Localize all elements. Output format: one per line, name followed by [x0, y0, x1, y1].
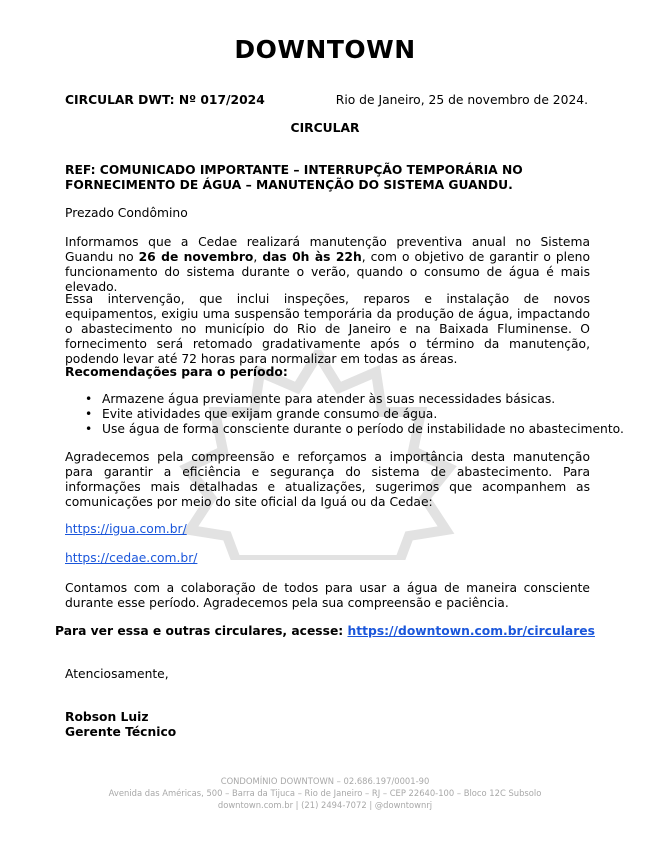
- paragraph-maintenance-notice: [65, 235, 590, 295]
- p1-sep: ,: [253, 250, 263, 264]
- reference-subject: REF: COMUNICADO IMPORTANTE – INTERRUPÇÃO TEMPORÁRIA NO FORNECIMENTO DE ÁGUA – MANUTENÇÃO DO SISTEMA GUANDU.: [65, 163, 523, 192]
- downtown-logo: DOWNTOWN: [234, 35, 416, 64]
- p1-text-after: , com o objetivo de garantir o pleno funcionamento do sistema durante o verão, quando o consumo de água é mais elevado.: [65, 250, 590, 294]
- paragraph-intervention-details: Essa intervenção, que inclui inspeções, reparos e instalação de novos equipamentos, exigiu uma suspensão temporária da produção de água, impactando o abastecimento no município do Rio de Janeiro e na Baixada Fluminense. O fornecimento será retomado gradativamente após o término da manutenção, podendo levar até 72 horas para normalizar em todas as áreas.: [65, 292, 590, 366]
- greeting: Prezado Condômino: [65, 206, 188, 220]
- p1-text-before: Informamos que a Cedae realizará manutenção preventiva anual no Sistema Guandu no: [65, 235, 590, 264]
- circulars-link[interactable]: https://downtown.com.br/circulares: [347, 624, 595, 638]
- cta-text: Para ver essa e outras circulares, acesse:: [55, 624, 348, 638]
- recommendations-list: [65, 392, 627, 437]
- list-item: • Armazene água previamente para atender às suas necessidades básicas.: [102, 392, 627, 407]
- circular-header-row: [65, 93, 588, 108]
- circular-number: CIRCULAR DWT: Nº 017/2024: [65, 93, 265, 107]
- signature-role: Gerente Técnico: [65, 725, 177, 739]
- paragraph-collaboration: Contamos com a colaboração de todos para usar a água de maneira consciente durante esse período. Agradecemos pela sua compreensão e paciência.: [65, 581, 590, 610]
- cedae-link[interactable]: https://cedae.com.br/: [65, 551, 198, 565]
- list-item: • Evite atividades que exijam grande consumo de água.: [102, 407, 627, 422]
- recommendations-heading: Recomendações para o período:: [65, 365, 288, 379]
- footer-address: Avenida das Américas, 500 – Barra da Tijuca – Rio de Janeiro – RJ – CEP 22640-100 – Bloco 12C Subsolo: [108, 788, 542, 798]
- igua-link[interactable]: https://igua.com.br/: [65, 522, 187, 536]
- signature-name: Robson Luiz: [65, 710, 149, 724]
- page-footer: [0, 775, 650, 811]
- date-line: Rio de Janeiro, 25 de novembro de 2024.: [335, 93, 588, 107]
- p1-date: 26 de novembro: [138, 250, 254, 264]
- circulars-call-to-action: [0, 624, 650, 639]
- footer-condominium: CONDOMÍNIO DOWNTOWN – 02.686.197/0001-90: [220, 776, 430, 786]
- p1-hours: das 0h às 22h: [262, 250, 362, 264]
- paragraph-thanks-info: Agradecemos pela compreensão e reforçamos a importância desta manutenção para garantir a eficiência e segurança do sistema de abastecimento. Para informações mais detalhadas e atualizações, sugerimos que acompanhem as comunicações por meio do site oficial da Iguá ou da Cedae:: [65, 450, 590, 509]
- footer-contact: downtown.com.br | (21) 2494-7072 | @downtownrj: [217, 800, 433, 810]
- list-item: • Use água de forma consciente durante o período de instabilidade no abastecimento.: [102, 422, 627, 437]
- closing: Atenciosamente,: [65, 667, 169, 681]
- document-title: CIRCULAR: [290, 121, 360, 135]
